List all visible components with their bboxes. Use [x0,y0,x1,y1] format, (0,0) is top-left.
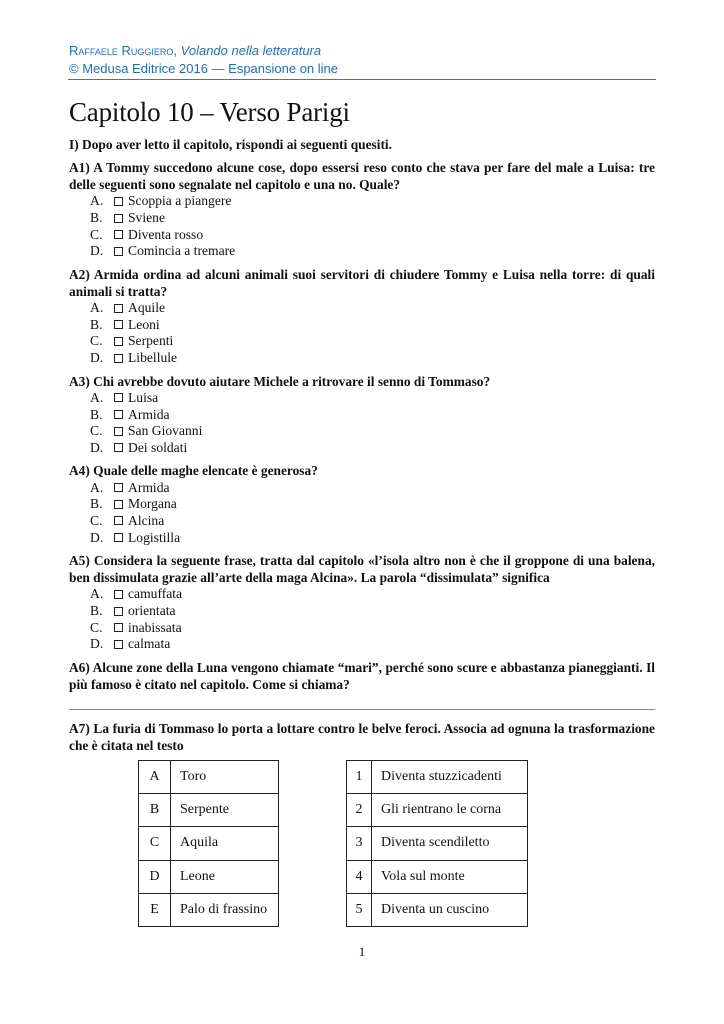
checkbox-icon[interactable] [114,623,123,632]
answer-option[interactable] [69,406,655,423]
match-left-value: Serpente [180,802,229,818]
match-left-value: Leone [180,868,215,884]
option-text: inabissata [128,619,182,635]
checkbox-icon[interactable] [114,483,123,492]
question-a1: A1) A Tommy succedono alcune cose, dopo essersi reso conto che stava per fare del male a Luisa: tre delle seguenti sono segnalate nel capitolo e una no. Quale? [69,160,655,192]
match-left-value: Toro [180,769,207,785]
answer-option[interactable] [69,586,655,603]
option-letter: C. [90,226,103,242]
option-text: Comincia a tremare [128,243,236,259]
answer-option[interactable] [69,529,655,546]
answer-option[interactable] [69,300,655,317]
answer-option[interactable] [69,440,655,457]
answer-option[interactable] [69,423,655,440]
chapter-title: Capitolo 10 – Verso Parigi [69,97,350,127]
option-list [69,193,655,260]
checkbox-icon[interactable] [114,516,123,525]
option-letter: D. [90,439,104,455]
match-left-row [139,794,278,827]
checkbox-icon[interactable] [114,607,123,616]
match-right-key: 2 [347,794,372,826]
match-right-row [347,894,527,926]
match-right-value: Gli rientrano le corna [381,802,502,818]
option-letter: B. [90,406,103,422]
checkbox-icon[interactable] [114,214,123,223]
document-body [69,96,655,754]
option-text: Sviene [128,210,165,226]
header-publisher: © Medusa Editrice 2016 — Espansione on line [69,61,339,76]
option-text: Libellule [128,350,178,366]
header-author: Raffaele Ruggiero [69,43,174,58]
checkbox-icon[interactable] [114,500,123,509]
matching-table [138,760,558,922]
checkbox-icon[interactable] [114,427,123,436]
option-text: Armida [128,406,170,422]
question-a7: A7) La furia di Tommaso lo porta a lottare contro le belve feroci. Associa ad ognuna la trasformazione che è citata nel testo [69,720,655,753]
question-list [69,159,655,693]
page-header [69,42,338,78]
answer-option[interactable] [69,479,655,496]
match-right-value: Diventa scendiletto [381,835,490,851]
answer-option[interactable] [69,513,655,530]
option-text: San Giovanni [128,423,203,439]
option-letter: A. [90,389,104,405]
option-text: Alcina [128,512,165,528]
option-text: Serpenti [128,333,174,349]
option-text: Leoni [128,316,160,332]
answer-option[interactable] [69,619,655,636]
option-list [69,390,655,457]
question-a4: A4) Quale delle maghe elencate è generosa? [69,463,318,479]
option-list [69,300,655,367]
match-right-row [347,794,527,827]
answer-option[interactable] [69,193,655,210]
option-text: Armida [128,479,170,495]
option-text: camuffata [128,586,183,602]
match-left-key: A [139,761,171,793]
match-right-value: Diventa stuzzicadenti [381,769,502,785]
checkbox-icon[interactable] [114,590,123,599]
checkbox-icon[interactable] [114,354,123,363]
question-a5: A5) Considera la seguente frase, tratta dal capitolo «l’isola altro non è che il groppone di una balena, ben dissimulata grazie all’arte della maga Alcina». La parola “dissimulata” significa [69,553,655,585]
match-right-row [347,861,527,894]
answer-option[interactable] [69,333,655,350]
match-right-key: 4 [347,861,372,893]
checkbox-icon[interactable] [114,247,123,256]
match-left-value: Palo di frassino [180,901,268,917]
page-number: 1 [358,944,366,959]
checkbox-icon[interactable] [114,640,123,649]
question-a6: A6) Alcune zone della Luna vengono chiamate “mari”, perché sono scure e abbastanza pianeggianti. Il più famoso è citato nel capitolo. Come si chiama? [69,659,655,692]
option-letter: B. [90,496,103,512]
checkbox-icon[interactable] [114,443,123,452]
match-left-value: Aquila [180,835,219,851]
question-a3: A3) Chi avrebbe dovuto aiutare Michele a ritrovare il senno di Tommaso? [69,373,491,389]
matching-left-column [138,760,279,927]
match-left-row [139,894,278,926]
header-rule [68,79,656,80]
option-letter: A. [90,586,104,602]
answer-option[interactable] [69,210,655,227]
answer-option[interactable] [69,496,655,513]
header-line-1: Raffaele Ruggiero, Volando nella letteratura [69,43,322,58]
match-left-key: E [139,894,171,926]
option-letter: D. [90,350,104,366]
match-left-row [139,827,278,860]
answer-option[interactable] [69,603,655,620]
option-letter: C. [90,619,103,635]
answer-line [69,709,655,710]
option-text: Scoppia a piangere [128,193,232,209]
option-text: Logistilla [128,529,181,545]
option-text: Dei soldati [128,439,188,455]
option-letter: B. [90,316,103,332]
match-left-row [139,761,278,794]
matching-right-column [346,760,528,927]
option-list [69,479,655,546]
match-left-key: C [139,827,171,859]
option-text: Diventa rosso [128,226,204,242]
option-letter: A. [90,193,104,209]
option-letter: B. [90,603,103,619]
answer-option[interactable] [69,636,655,653]
match-left-row [139,861,278,894]
match-right-value: Diventa un cuscino [381,901,490,917]
option-letter: D. [90,636,104,652]
answer-option[interactable] [69,350,655,367]
checkbox-icon[interactable] [114,230,123,239]
option-letter: B. [90,210,103,226]
match-right-key: 3 [347,827,372,859]
match-right-key: 5 [347,894,372,926]
checkbox-icon[interactable] [114,533,123,542]
match-right-value: Vola sul monte [381,868,465,884]
option-letter: D. [90,529,104,545]
match-right-row [347,761,527,794]
match-left-key: D [139,861,171,893]
option-list [69,586,655,653]
option-text: Aquile [128,300,165,316]
question-a2: A2) Armida ordina ad alcuni animali suoi servitori di chiudere Tommy e Luisa nella torre: di quali animali si tratta? [69,266,655,299]
option-text: Morgana [128,496,177,512]
option-letter: C. [90,512,103,528]
checkbox-icon[interactable] [114,410,123,419]
checkbox-icon[interactable] [114,304,123,313]
option-letter: D. [90,243,104,259]
option-letter: C. [90,423,103,439]
option-letter: C. [90,333,103,349]
checkbox-icon[interactable] [114,197,123,206]
option-text: Luisa [128,389,159,405]
match-right-key: 1 [347,761,372,793]
checkbox-icon[interactable] [114,393,123,402]
match-left-key: B [139,794,171,826]
instructions: I) Dopo aver letto il capitolo, rispondi ai seguenti quesiti. [69,137,392,152]
header-book: Volando nella letteratura [180,43,322,58]
answer-option[interactable] [69,316,655,333]
answer-option[interactable] [69,226,655,243]
answer-option[interactable] [69,243,655,260]
option-letter: A. [90,300,104,316]
answer-option[interactable] [69,390,655,407]
checkbox-icon[interactable] [114,320,123,329]
option-letter: A. [90,479,104,495]
option-text: orientata [128,603,176,619]
option-text: calmata [128,636,171,652]
match-right-row [347,827,527,860]
checkbox-icon[interactable] [114,337,123,346]
